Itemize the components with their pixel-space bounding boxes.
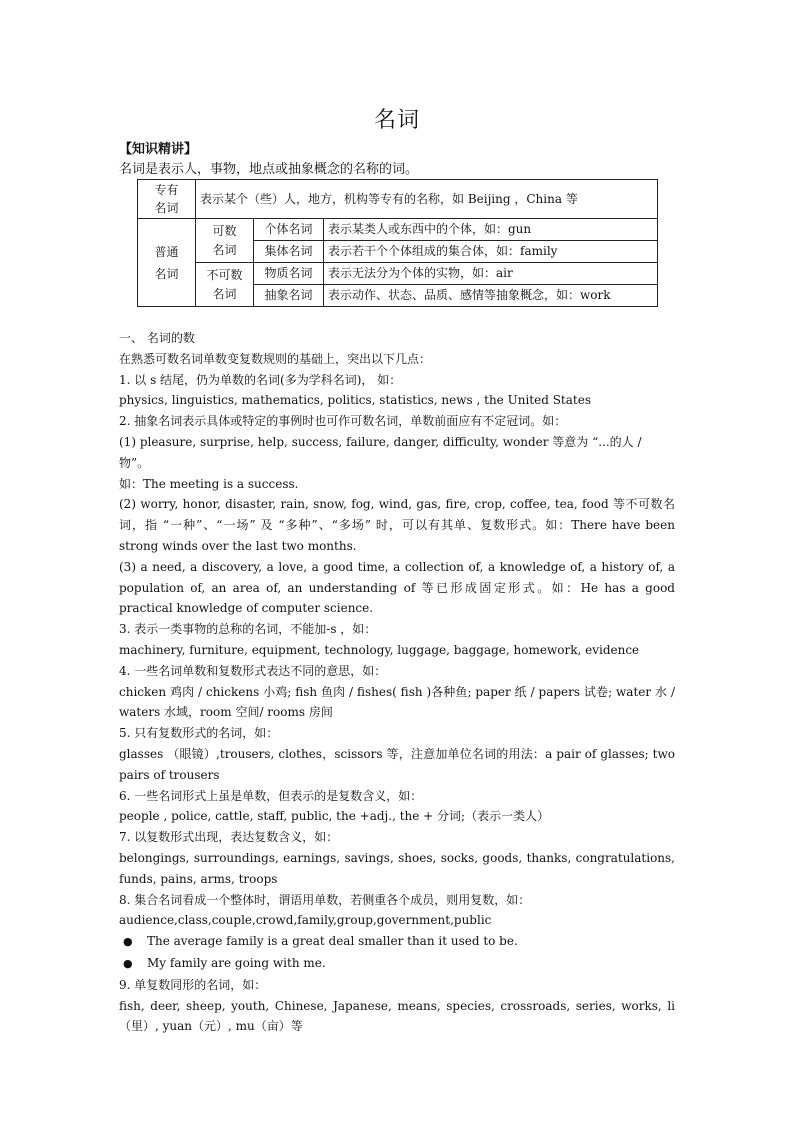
uncountable-label: 不可数 名词: [196, 263, 254, 307]
rule-item: 3. 表示一类事物的总称的名词，不能加-s ，如：: [119, 622, 377, 637]
example-line: glasses （眼镜）,trousers, clothes，scissors 等，注意加单位名词的用法：a pair of glasses; two pairs of trousers: [119, 746, 675, 782]
table-row: [138, 180, 658, 219]
example-line: audience,class,couple,crowd,family,group,government,public: [119, 913, 492, 928]
rule-item: 8. 集合名词看成一个整体时，谓语用单数，若侧重各个成员，则用复数，如：: [119, 892, 531, 907]
example-line: chicken 鸡肉 / chickens 小鸡; fish 鱼肉 / fishes( fish )各种鱼; paper 纸 / papers 试卷; water 水 / waters 水域，room 空间/ rooms 房间: [119, 684, 675, 720]
noun-type-table: [137, 179, 658, 307]
table-row: [138, 263, 658, 285]
example-line: fish, deer, sheep, youth, Chinese, Japanese, means, species, crossroads, series, works, li（里）, yuan（元）, mu（亩）等: [119, 998, 675, 1034]
noun-subtype-desc: 表示若干个个体组成的集合体，如：family: [324, 241, 658, 263]
table-row: [138, 219, 658, 241]
rule-item: 6. 一些名词形式上虽是单数，但表示的是复数含义，如：: [119, 788, 423, 803]
section-title: 一、 名词的数: [119, 331, 195, 345]
common-noun-label: 普通 名词: [138, 219, 196, 307]
bullet-text: My family are going with me.: [147, 955, 326, 970]
body-text: [119, 328, 675, 1037]
bullet-item: [119, 931, 675, 953]
example-line: 如：The meeting is a success.: [119, 476, 299, 491]
noun-subtype: 抽象名词: [254, 285, 324, 307]
bullet-icon: ●: [123, 956, 133, 970]
bullet-item: [119, 953, 675, 975]
example-line: (1) pleasure, surprise, help, success, failure, danger, difficulty, wonder 等意为 “...的人 / 物”。: [119, 434, 642, 470]
bullet-icon: ●: [123, 935, 133, 949]
page-title: 名词: [373, 108, 420, 133]
rule-item: 7. 以复数形式出现，表达复数含义，如：: [119, 830, 339, 845]
noun-subtype-desc: 表示某类人或东西中的个体，如：gun: [324, 219, 658, 241]
noun-subtype-desc: 表示无法分为个体的实物，如：air: [324, 263, 658, 285]
bullet-text: The average family is a great deal smaller than it used to be.: [147, 934, 518, 949]
example-line: belongings, surroundings, earnings, savings, shoes, socks, goods, thanks, congratulations, funds, pains, arms, troops: [119, 850, 675, 886]
noun-subtype: 个体名词: [254, 219, 324, 241]
rule-item: 2. 抽象名词表示具体或特定的事例时也可作可数名词，单数前面应有不定冠词。如：: [119, 414, 567, 429]
proper-noun-desc: 表示某个（些）人，地方，机构等专有的名称，如 Beijing ，China 等: [196, 180, 658, 219]
example-line: people , police, cattle, staff, public, the +adj., the + 分词;（表示一类人）: [119, 809, 550, 824]
rule-item: 9. 单复数同形的名词，如：: [119, 977, 267, 992]
example-line: (2) worry, honor, disaster, rain, snow, fog, wind, gas, fire, crop, coffee, tea, food 等不可数名词，指 “一种”、“一场” 及 “多种”、“多场” 时，可以有其单、复数形式。如：There have been strong winds over the last two months.: [119, 497, 675, 553]
countable-label: 可数 名词: [196, 219, 254, 263]
noun-subtype: 物质名词: [254, 263, 324, 285]
rule-item: 4. 一些名词单数和复数形式表达不同的意思，如：: [119, 663, 387, 678]
rule-item: 5. 只有复数形式的名词，如：: [119, 726, 279, 741]
paragraph: 在熟悉可数名词单数变复数规则的基础上，突出以下几点：: [119, 351, 432, 366]
noun-subtype: 集体名词: [254, 241, 324, 263]
example-line: machinery, furniture, equipment, technology, luggage, baggage, homework, evidence: [119, 642, 640, 657]
example-line: (3) a need, a discovery, a love, a good time, a collection of, a knowledge of, a history of, a population of, an area of, an understanding of 等已形成固定形式。如：He has a good practical knowledge of computer science.: [119, 559, 675, 616]
example-line: physics, linguistics, mathematics, politics, statistics, news , the United States: [119, 393, 591, 408]
proper-noun-label: 专有 名词: [138, 180, 196, 219]
rule-item: 1. 以 s 结尾，仍为单数的名词(多为学科名词)， 如：: [119, 372, 402, 387]
noun-subtype-desc: 表示动作、状态、品质、感情等抽象概念，如：work: [324, 285, 658, 307]
section-heading: 【知识精讲】: [119, 142, 198, 157]
intro-text: 名词是表示人，事物，地点或抽象概念的名称的词。: [119, 162, 419, 177]
